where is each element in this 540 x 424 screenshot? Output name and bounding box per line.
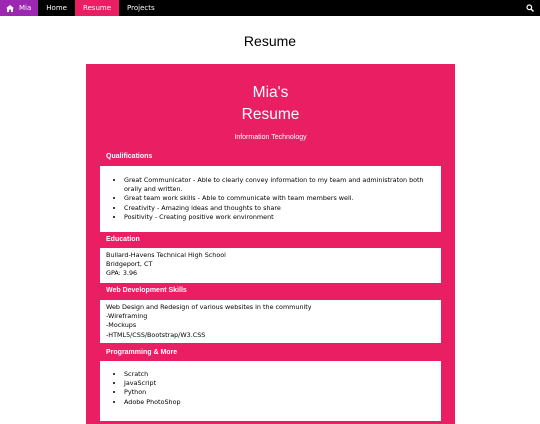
education-title: Education <box>106 236 140 243</box>
top-navbar <box>0 0 540 16</box>
list-item: • Adobe PhotoShop <box>124 398 435 407</box>
list-item: • Python <box>124 388 435 397</box>
nav-resume[interactable] <box>75 0 119 16</box>
nav-brand[interactable] <box>0 0 38 16</box>
education-gpa: GPA: 3.96 <box>106 269 138 278</box>
list-item: • Creativity - Amazing ideas and thoughts to share <box>124 204 435 213</box>
list-item: • Positivity - Creating positive work environment <box>124 213 435 222</box>
list-item: • Scratch <box>124 370 435 379</box>
nav-home-label: Home <box>46 4 67 12</box>
nav-projects-label: Projects <box>127 4 155 12</box>
qualifications-box <box>100 166 441 232</box>
nav-home[interactable] <box>38 0 75 16</box>
education-box <box>100 248 441 283</box>
list-item: • JavaScript <box>124 379 435 388</box>
search-button[interactable] <box>520 0 540 16</box>
resume-card <box>86 64 455 424</box>
webdev-box <box>100 300 441 343</box>
qualifications-title: Qualifications <box>106 153 153 160</box>
search-icon <box>526 4 534 12</box>
list-item: • Great team work skills - Able to communicate with team members well. <box>124 194 435 203</box>
webdev-title: Web Development Skills <box>106 287 187 294</box>
qualifications-list <box>106 176 435 222</box>
webdev-line: Web Design and Redesign of various websites in the community <box>106 303 312 311</box>
education-school: Bullard-Havens Technical High School <box>106 251 226 259</box>
education-location: Bridgeport, CT <box>106 260 153 269</box>
webdev-line: -HTML5/CSS/Bootstrap/W3.CSS <box>106 330 206 339</box>
resume-name: Mia's <box>252 84 289 101</box>
resume-heading: Resume <box>241 106 300 123</box>
page-title: Resume <box>243 33 297 49</box>
list-item: • Great Communicator - Able to clearly convey information to my team and administraton both orally and written. <box>124 176 435 194</box>
programming-box <box>100 361 441 421</box>
nav-spacer <box>163 0 520 16</box>
resume-subtitle: Information Technology <box>234 134 307 141</box>
nav-brand-label: Mia <box>19 4 32 12</box>
home-icon <box>6 5 14 12</box>
programming-title: Programming & More <box>106 349 178 356</box>
nav-projects[interactable] <box>119 0 163 16</box>
nav-resume-label: Resume <box>82 4 112 12</box>
webdev-line: -Mockups <box>106 321 137 330</box>
programming-list <box>106 370 435 407</box>
webdev-line: -Wireframing <box>106 312 148 321</box>
